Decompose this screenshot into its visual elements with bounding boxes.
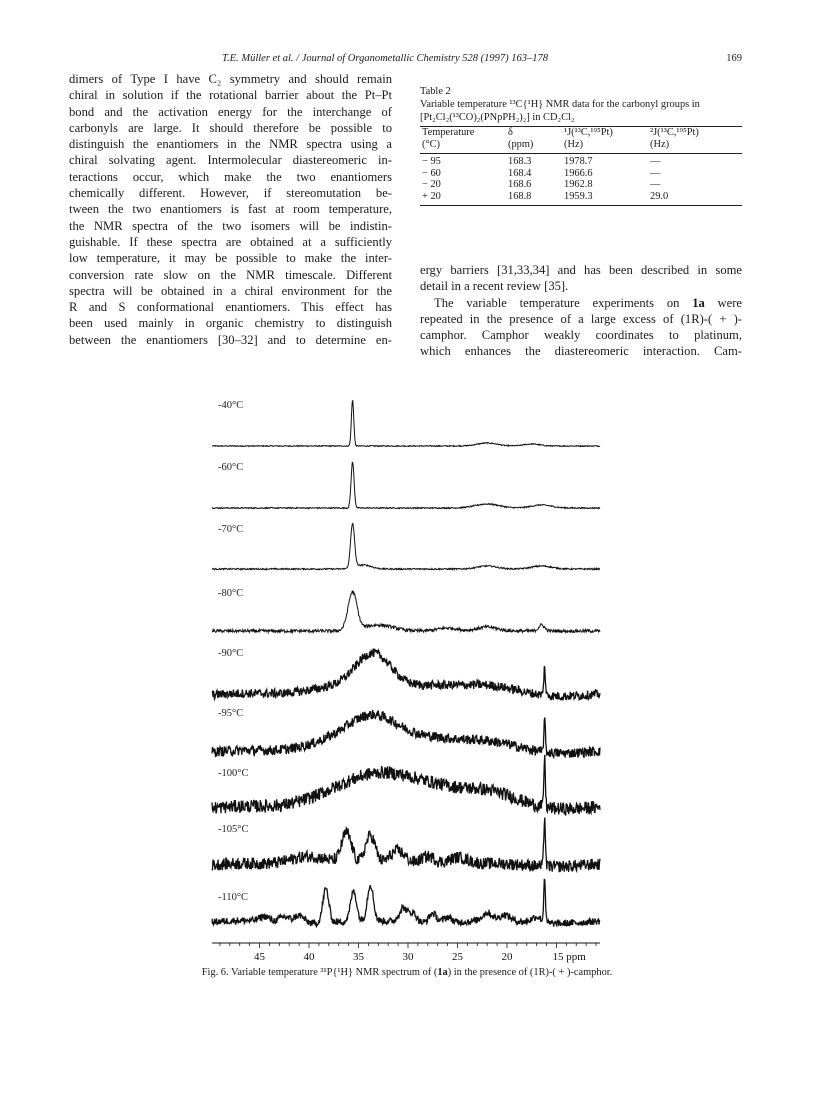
spectra-stack <box>212 400 600 927</box>
table-caption-line-2: [Pt₂Cl₂(¹³CO)₂(PNpPH₂)₂] in CD₂Cl₂ <box>420 112 575 123</box>
axis-tick-label: 20 <box>501 951 513 963</box>
trace-label: -80°C <box>218 588 244 599</box>
text-line: between the enantiomers [30–32] and to determine en- <box>69 332 392 347</box>
trace-label: -100°C <box>218 768 249 779</box>
text-line: camphor. Camphor weakly coordinates to platinum, <box>420 328 742 343</box>
axis-tick-label: 40 <box>303 951 315 963</box>
table-cell: − 95 <box>422 156 441 167</box>
text-line: tween the two enantiomers is fast at room temperature, <box>69 202 392 217</box>
spectrum-trace <box>212 524 600 570</box>
text-line: conversion rate slow on the NMR timescale. Different <box>69 267 392 282</box>
table-label: Table 2 <box>420 86 451 97</box>
header-cell: δ <box>508 127 513 138</box>
text-line: carbonyls are large. It should therefore be possible to <box>69 120 392 135</box>
axis-tick-label: 45 <box>254 951 266 963</box>
spectrum-trace <box>212 462 600 508</box>
text-line: bond and the activation energy for the interchange of <box>69 104 392 119</box>
table-cell: 1962.8 <box>564 179 593 190</box>
text-line: the NMR spectra of the two isomers will be indistin- <box>69 218 392 233</box>
trace-label: -70°C <box>218 524 244 535</box>
axis-tick-label: 15 ppm <box>552 951 586 963</box>
table-cell: − 60 <box>422 167 441 179</box>
text-line: which enhances the diastereomeric interaction. Cam- <box>420 344 742 359</box>
header-cell: ¹J(¹³C,¹⁹⁵Pt) <box>564 127 613 138</box>
text-line: repeated in the presence of a large excess of (1R)-( + )- <box>420 311 742 326</box>
unit-cell: (ppm) <box>508 138 534 150</box>
trace-label: -95°C <box>218 708 244 719</box>
axis-tick-label: 35 <box>352 951 364 963</box>
running-title: T.E. Müller et al. / Journal of Organometallic Chemistry 528 (1997) 163–178 <box>222 53 549 64</box>
text-line: spectra will be obtained in a chiral environment for the <box>69 283 392 298</box>
table-cell: 168.4 <box>508 167 532 179</box>
spectrum-trace <box>212 401 600 447</box>
text-fragment: The variable temperature experiments on <box>434 295 693 310</box>
compound-ref: 1a <box>692 295 705 310</box>
text-line: guishable. If these spectra are obtained at a sufficiently <box>69 234 392 249</box>
page-number: 169 <box>726 53 742 64</box>
trace-label: -90°C <box>218 648 244 659</box>
text-line: teractions occur, which make the two enantiomers <box>69 169 392 184</box>
trace-label: -110°C <box>218 892 249 903</box>
text-line: dimers of Type I have C₂ symmetry and should remain <box>69 72 392 86</box>
spectrum-trace <box>212 649 600 701</box>
spectrum-trace <box>212 755 600 816</box>
table-cell: 1966.6 <box>564 167 593 179</box>
table-cell: — <box>650 179 661 190</box>
axis-tick-label: 25 <box>451 951 463 963</box>
caption-text-1: Fig. 6. Variable temperature ³¹P{¹H} NMR spectrum of ( <box>201 967 438 978</box>
header-cell: ²J(¹³C,¹⁹⁵Pt) <box>650 127 699 138</box>
table-cell: 168.3 <box>508 156 532 167</box>
table-cell: 1959.3 <box>564 190 593 202</box>
spectrum-trace <box>212 710 600 758</box>
table-caption-line-1: Variable temperature ¹³C{¹H} NMR data for the carbonyl groups in <box>420 99 700 110</box>
text-line: chiral in solution if the rotational barrier about the Pt–Pt <box>69 88 392 103</box>
trace-label: -60°C <box>218 462 244 473</box>
table-cell: — <box>650 167 661 179</box>
unit-cell: (Hz) <box>564 138 584 150</box>
unit-cell: (Hz) <box>650 138 670 150</box>
table-cell: 168.8 <box>508 190 532 202</box>
text-line: been used mainly in organic chemistry to distinguish <box>69 316 392 331</box>
trace-label: -105°C <box>218 824 249 835</box>
text-line: R and S conformational enantiomers. This effect has <box>69 300 392 315</box>
table-cell: 168.6 <box>508 179 532 190</box>
axis-tick-label: 30 <box>402 951 414 963</box>
table-cell: + 20 <box>422 190 441 202</box>
header-cell: Temperature <box>422 127 475 138</box>
spectrum-trace <box>212 591 600 633</box>
text-fragment: were <box>704 295 743 310</box>
text-line: chemically different. However, if stereomutation be- <box>69 186 392 201</box>
ppm-axis <box>212 943 600 963</box>
trace-label: -40°C <box>218 400 244 411</box>
text-line: chiral solvating agent. Intermolecular diastereomeric in- <box>69 153 392 168</box>
spectrum-trace <box>212 818 600 873</box>
text-line: low temperature, it may be possible to make the inter- <box>69 251 392 266</box>
table-cell: 29.0 <box>650 190 669 202</box>
figure-caption <box>172 967 642 978</box>
caption-text-2: ) in the presence of (1R)-( + )-camphor. <box>447 967 613 978</box>
table-cell: 1978.7 <box>564 156 593 167</box>
caption-compound: 1a <box>437 967 448 978</box>
spectrum-trace <box>212 879 600 927</box>
text-line: detail in a recent review [35]. <box>420 279 569 294</box>
table-cell: — <box>650 156 661 167</box>
text-line: distinguish the enantiomers in the NMR spectra using a <box>69 137 392 152</box>
unit-cell: (°C) <box>422 138 441 150</box>
text-line: ergy barriers [31,33,34] and has been described in some <box>420 263 742 277</box>
table-cell: − 20 <box>422 179 441 190</box>
